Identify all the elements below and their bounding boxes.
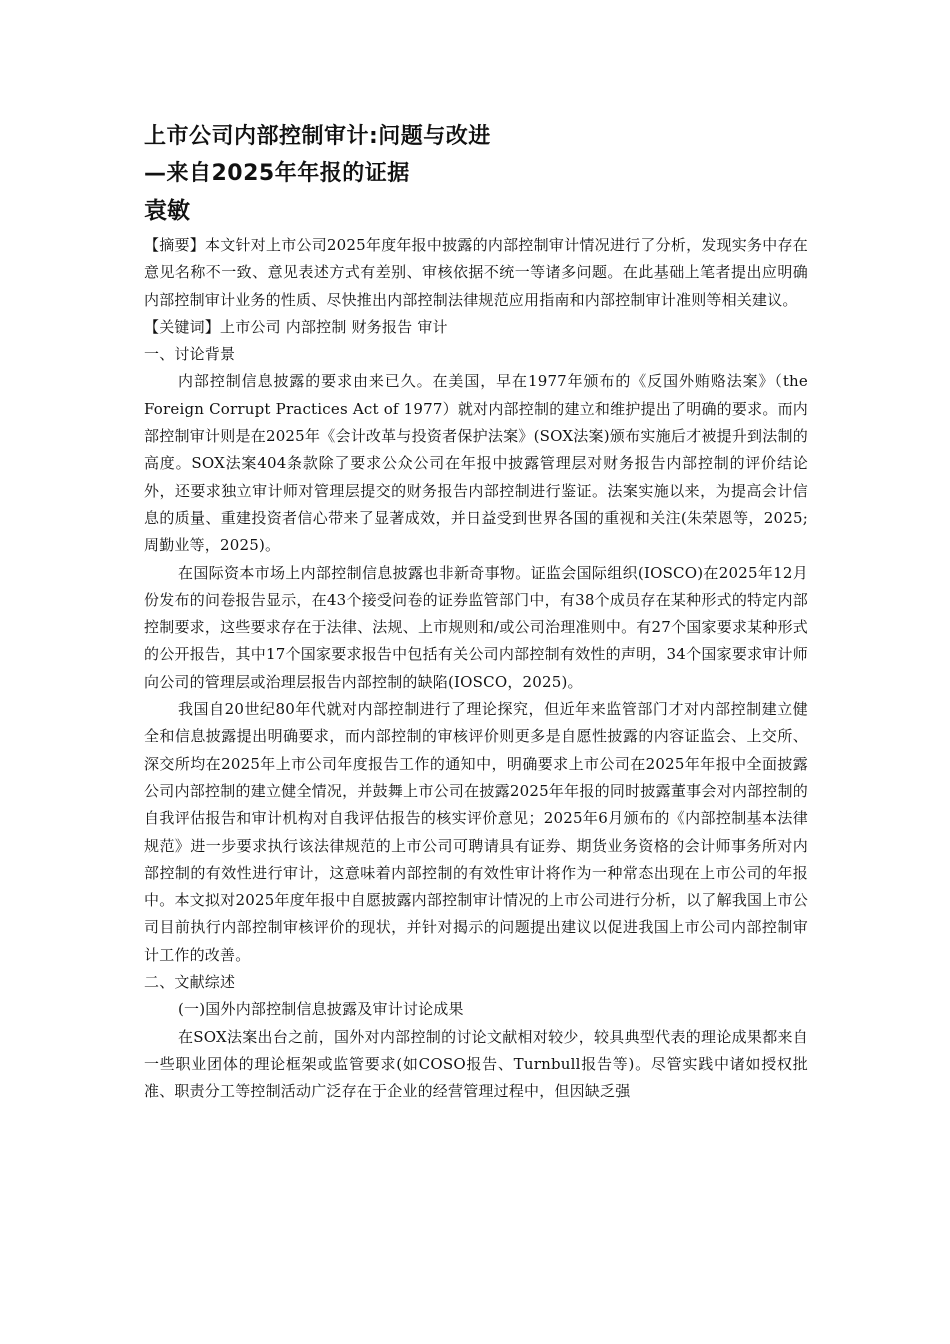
body-paragraph: 在国际资本市场上内部控制信息披露也非新奇事物。证监会国际组织(IOSCO)在2025年12月份发布的问卷报告显示，在43个接受问卷的证券监管部门中，有38个成员存在某种形式的特定内部控制要求，这些要求存在于法律、法规、上市规则和/或公司治理准则中。有27个国家要求某种形式的公开报告，其中17个国家要求报告中包括有关公司内部控制有效性的声明，34个国家要求审计师向公司的管理层或治理层报告内部控制的缺陷(IOSCO，2025)。	[144, 563, 808, 691]
body-paragraph: 内部控制信息披露的要求由来已久。在美国，早在1977年颁布的《反国外贿赂法案》（the Foreign Corrupt Practices Act of 1977）就对内部控制的建立和维护提出了明确的要求。而内部控制审计则是在2025年《会计改革与投资者保护法案》(SOX法案)颁布实施后才被提升到法制的高度。SOX法案404条款除了要求公众公司在年报中披露管理层对财务报告内部控制的评价结论外，还要求独立审计师对管理层提交的财务报告内部控制进行鉴证。法案实施以来，为提高会计信息的质量、重建投资者信心带来了显著成效，并日益受到世界各国的重视和关注(朱荣恩等，2025;周勤业等，2025)。	[144, 372, 808, 555]
body-paragraph: 我国自20世纪80年代就对内部控制进行了理论探究，但近年来监管部门才对内部控制建立健全和信息披露提出明确要求，而内部控制的审核评价则更多是自愿性披露的内容证监会、上交所、深交所均在2025年上市公司年度报告工作的通知中，明确要求上市公司在2025年年报中全面披露公司内部控制的建立健全情况，并鼓舞上市公司在披露2025年年报的同时披露董事会对内部控制的自我评估报告和审计机构对自我评估报告的核实评价意见；2025年6月颁布的《内部控制基本法律规范》进一步要求执行该法律规范的上市公司可聘请具有证券、期货业务资格的会计师事务所对内部控制的有效性进行审计，这意味着内部控制的有效性审计将作为一种常态出现在上市公司的年报中。本文拟对2025年度年报中自愿披露内部控制审计情况的上市公司进行分析，以了解我国上市公司目前执行内部控制审核评价的现状，并针对揭示的问题提出建议以促进我国上市公司内部控制审计工作的改善。	[144, 700, 808, 964]
keywords-text: 上市公司 内部控制 财务报告 审计	[220, 317, 448, 336]
keywords-paragraph	[144, 314, 808, 341]
section-heading: 一、讨论背景	[144, 345, 236, 364]
body-paragraph: 在SOX法案出台之前，国外对内部控制的讨论文献相对较少，较具典型代表的理论成果都来自一些职业团体的理论框架或监管要求(如COSO报告、Turnbull报告等)。尽管实践中诸如授权批准、职责分工等控制活动广泛存在于企业的经营管理过程中，但因缺乏强	[144, 1027, 808, 1101]
section-heading: 二、文献综述	[144, 973, 236, 992]
abstract-paragraph	[144, 232, 808, 314]
document-body	[144, 118, 808, 1106]
document-title: 上市公司内部控制审计:问题与改进	[144, 124, 491, 149]
keywords-label: 【关键词】	[144, 317, 221, 336]
abstract-label: 【摘要】	[144, 236, 205, 254]
author-name: 袁敏	[144, 198, 190, 224]
document-subtitle: —来自2025年年报的证据	[144, 161, 410, 186]
subsection-heading: (一)国外内部控制信息披露及审计讨论成果	[178, 1000, 464, 1019]
abstract-text: 本文针对上市公司2025年度年报中披露的内部控制审计情况进行了分析，发现实务中存在意见名称不一致、意见表述方式有差别、审核依据不统一等诸多问题。在此基础上笔者提出应明确内部控制审计业务的性质、尽快推出内部控制法律规范应用指南和内部控制审计准则等相关建议。	[144, 236, 808, 309]
